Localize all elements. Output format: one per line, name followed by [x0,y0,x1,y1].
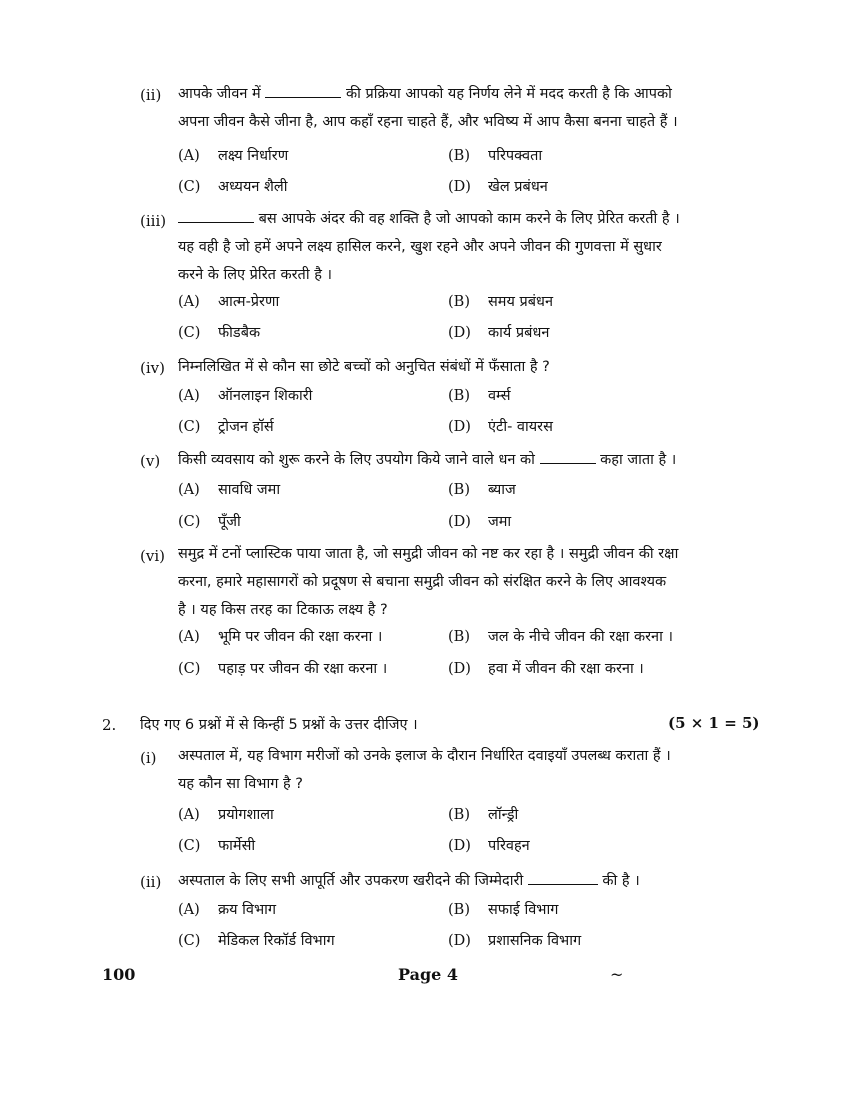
option-label: (C) [178,419,201,435]
option [448,658,644,678]
option-text: जल के नीचे जीवन की रक्षा करना । [488,629,673,645]
page-number: Page 4 [398,965,459,984]
option-text: ट्रोजन हॉर्स [218,419,274,435]
answer-blank [178,208,254,223]
option-text: सावधि जमा [218,482,281,498]
option-label: (C) [178,838,201,854]
option [178,804,274,824]
question-number: (ii) [140,86,162,104]
option [448,626,673,646]
option-text: पूँजी [218,514,241,530]
option [178,658,387,678]
question-text [178,80,723,136]
section-number: 2. [102,716,117,734]
question-text-part: किसी व्यवसाय को शुरू करने के लिए उपयोग किये जाने वाले धन को [178,452,535,468]
option [178,479,280,499]
option [178,322,260,342]
option-text: भूमि पर जीवन की रक्षा करना । [218,629,383,645]
option-label: (D) [448,661,471,677]
option-label: (B) [448,482,470,498]
option-text: मेडिकल रिकॉर्ड विभाग [218,933,335,949]
option [448,899,558,919]
option-label: (D) [448,514,471,530]
answer-blank [528,870,598,885]
option [448,322,549,342]
question-text-line: निम्नलिखित में से कौन सा छोटे बच्चों को अनुचित संबंधों में फँसाता है ? [178,359,550,375]
option [178,835,255,855]
question-text-line: अस्पताल में, यह विभाग मरीजों को उनके इलाज के दौरान निर्धारित दवाइयाँ उपलब्ध कराता हैं । [178,748,671,764]
option-text: ब्याज [488,482,516,498]
option-label: (D) [448,325,471,341]
option [448,835,530,855]
option [178,511,241,531]
question-number: (iv) [140,359,165,377]
option-text: प्रयोगशाला [218,807,274,823]
option [178,899,276,919]
option-text: कार्य प्रबंधन [488,325,550,341]
option-label: (B) [448,902,470,918]
question-number: (ii) [140,873,162,891]
option-label: (B) [448,294,470,310]
option-text: फीडबैक [218,325,261,341]
question-number: (iii) [140,212,167,230]
question-number: (v) [140,452,161,470]
option-label: (A) [178,148,200,164]
question-text-line: करने के लिए प्रेरित करती है । [178,267,332,283]
option-text: खेल प्रबंधन [488,179,548,195]
option [448,176,548,196]
question-text [178,446,723,474]
option-label: (B) [448,629,470,645]
option-text: समय प्रबंधन [488,294,553,310]
option-label: (A) [178,629,200,645]
option-label: (D) [448,933,471,949]
option-label: (B) [448,148,470,164]
option-text: अध्ययन शैली [218,179,288,195]
option-label: (A) [178,482,200,498]
option-label: (D) [448,838,471,854]
option-text: फार्मेसी [218,838,256,854]
question-number: (i) [140,749,157,767]
answer-blank [540,449,596,464]
option-text: वर्म्स [488,388,511,404]
option [178,416,274,436]
option [178,176,287,196]
question-text-part: की है । [602,873,640,889]
question-text-line: अपना जीवन कैसे जीना है, आप कहाँ रहना चाहते हैं, और भविष्य में आप कैसा बनना चाहते हैं । [178,114,678,130]
option [448,145,542,165]
footer-mark: ~ [610,965,624,984]
option-label: (C) [178,179,201,195]
question-text [178,867,723,895]
section-instruction: दिए गए 6 प्रश्नों में से किन्हीं 5 प्रश्नों के उत्तर दीजिए । [140,717,418,733]
section-marks: (5 × 1 = 5) [668,714,760,732]
option-label: (C) [178,514,201,530]
option [448,930,581,950]
option-text: सफाई विभाग [488,902,559,918]
option [178,145,288,165]
option-text: ऑनलाइन शिकारी [218,388,313,404]
option [178,626,382,646]
option-text: परिवहन [488,838,530,854]
option-text: प्रशासनिक विभाग [488,933,582,949]
question-text-line: करना, हमारे महासागरों को प्रदूषण से बचाना समुद्री जीवन को संरक्षित करने के लिए आवश्यक [178,574,667,590]
option [178,291,279,311]
option-text: परिपक्वता [488,148,543,164]
question-text [178,353,723,381]
option-text: क्रय विभाग [218,902,277,918]
question-text-part: आपके जीवन में [178,86,261,102]
option [448,511,511,531]
question-text [178,540,723,624]
option-text: हवा में जीवन की रक्षा करना । [488,661,644,677]
option-label: (C) [178,325,201,341]
option [448,385,511,405]
question-text-line: है । यह किस तरह का टिकाऊ लक्ष्य है ? [178,602,388,618]
question-text-part: बस आपके अंदर की वह शक्ति है जो आपको काम करने के लिए प्रेरित करती है । [258,211,680,227]
option-text: पहाड़ पर जीवन की रक्षा करना । [218,661,388,677]
option [448,804,518,824]
option-label: (B) [448,388,470,404]
question-text [178,742,723,798]
option-text: एंटी- वायरस [488,419,553,435]
question-text-line: यह कौन सा विभाग है ? [178,776,303,792]
question-text [178,205,723,289]
option-label: (A) [178,294,200,310]
option [178,385,312,405]
option [448,416,553,436]
option-label: (D) [448,179,471,195]
question-number: (vi) [140,547,165,565]
option-label: (A) [178,807,200,823]
option-text: लक्ष्य निर्धारण [218,148,289,164]
paper-code: 100 [102,965,136,984]
option-text: जमा [488,514,512,530]
option-label: (A) [178,388,200,404]
option [448,291,553,311]
answer-blank [265,83,341,98]
option [178,930,335,950]
question-text-part: अस्पताल के लिए सभी आपूर्ति और उपकरण खरीदने की जिम्मेदारी [178,873,524,889]
question-text-line: समुद्र में टनों प्लास्टिक पाया जाता है, जो समुद्री जीवन को नष्ट कर रहा है । समुद्री जीवन की रक्षा [178,546,679,562]
option-text: लॉन्ड्री [488,807,519,823]
question-text-part: की प्रक्रिया आपको यह निर्णय लेने में मदद करती है कि आपको [345,86,672,102]
option-label: (C) [178,933,201,949]
question-text-line: यह वही है जो हमें अपने लक्ष्य हासिल करने, खुश रहने और अपने जीवन की गुणवत्ता में सुधार [178,239,662,255]
option-text: आत्म-प्रेरणा [218,294,280,310]
option-label: (C) [178,661,201,677]
option-label: (B) [448,807,470,823]
option-label: (D) [448,419,471,435]
option-label: (A) [178,902,200,918]
question-text-part: कहा जाता है । [600,452,677,468]
option [448,479,516,499]
